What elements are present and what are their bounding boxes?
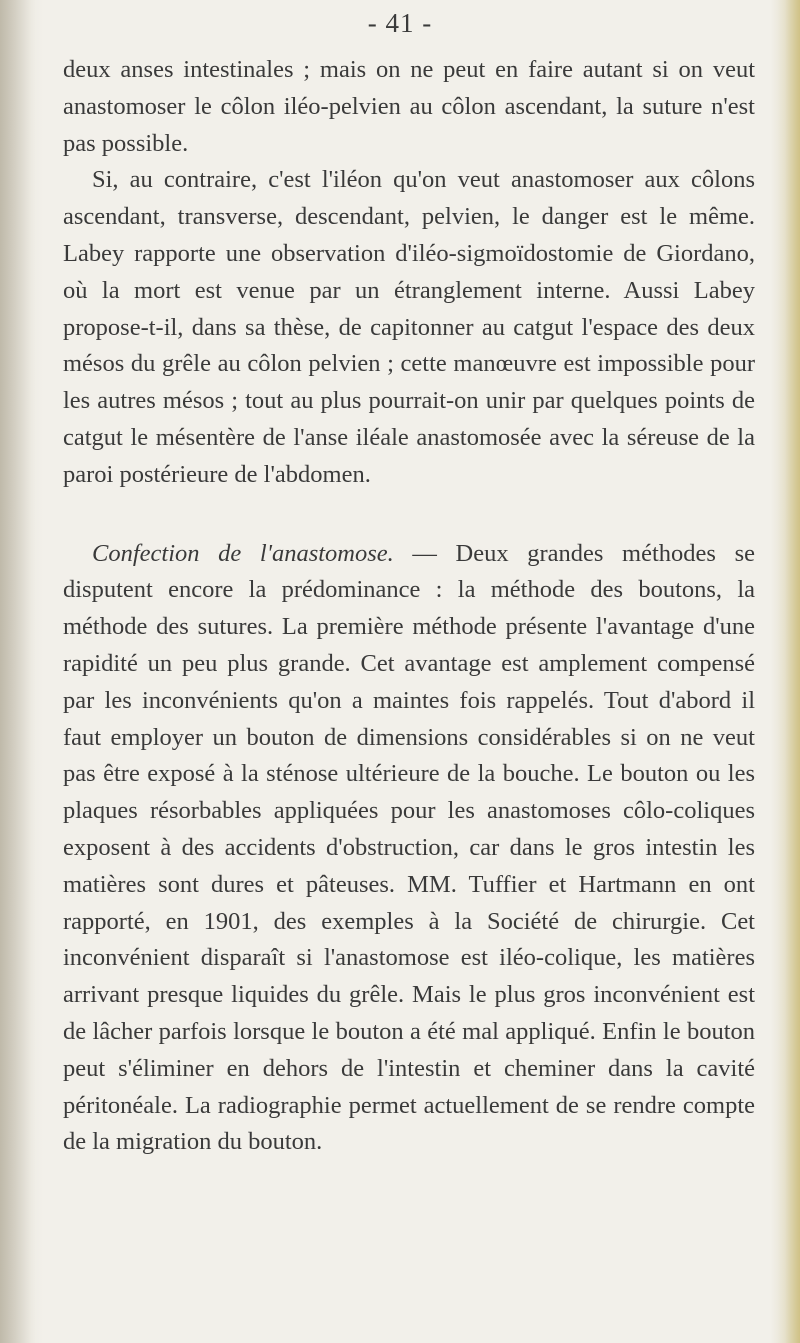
paragraph-confection (63, 536, 755, 1162)
page-number-header: - 41 - (367, 8, 433, 38)
body-text (63, 52, 755, 1161)
section-body-text: — Deux grandes méthodes se disputent encore la prédominance : la méthode des boutons, la méthode des sutures. La première méthode présente l'avantage d'une rapidité un peu plus grande. Cet avantage est amplement compensé par les inconvénients qu'on a maintes fois rappelés. Tout d'abord il faut employer un bouton de dimensions considérables si on ne veut pas être exposé à la sténose ultérieure de la bouche. Le bouton ou les plaques résorbables appliquées pour les anastomoses côlo-coliques exposent à des accidents d'obstruction, car dans le gros intestin les matières sont dures et pâteuses. MM. Tuffier et Hartmann en ont rapporté, en 1901, des exemples à la Société de chirurgie. Cet inconvénient disparaît si l'anastomose est iléo-colique, les matières arrivant presque liquides du grêle. Mais le plus gros inconvénient est de lâcher parfois lorsque le bouton a été mal appliqué. Enfin le bouton peut s'éliminer en dehors de l'intestin et cheminer dans la cavité péritonéale. La radiographie permet actuellement de se rendre compte de la migration du bouton. (63, 539, 755, 1156)
page-edge-stain (778, 0, 800, 1343)
binding-shadow (0, 0, 44, 1343)
section-lead-title: Confection de l'anastomose. (92, 539, 394, 567)
paragraph-ileon: Si, au contraire, c'est l'iléon qu'on veut anastomoser aux côlons ascendant, transverse, descendant, pelvien, le danger est le même. Labey rapporte une observation d'iléo-sigmoïdostomie de Giordano, où la mort est venue par un étranglement interne. Aussi Labey propose-t-il, dans sa thèse, de capitonner au catgut l'espace des deux mésos du grêle au côlon pelvien ; cette manœuvre est impossible pour les autres mésos ; tout au plus pourrait-on unir par quelques points de catgut le mésentère de l'anse iléale anastomosée avec la séreuse de la paroi postérieure de l'abdomen. (63, 166, 755, 488)
paragraph-spacer (63, 494, 755, 536)
paragraph-continuation: deux anses intestinales ; mais on ne peut en faire autant si on veut anastomoser le côlon iléo-pelvien au côlon ascendant, la suture n'est pas possible. (63, 56, 755, 157)
